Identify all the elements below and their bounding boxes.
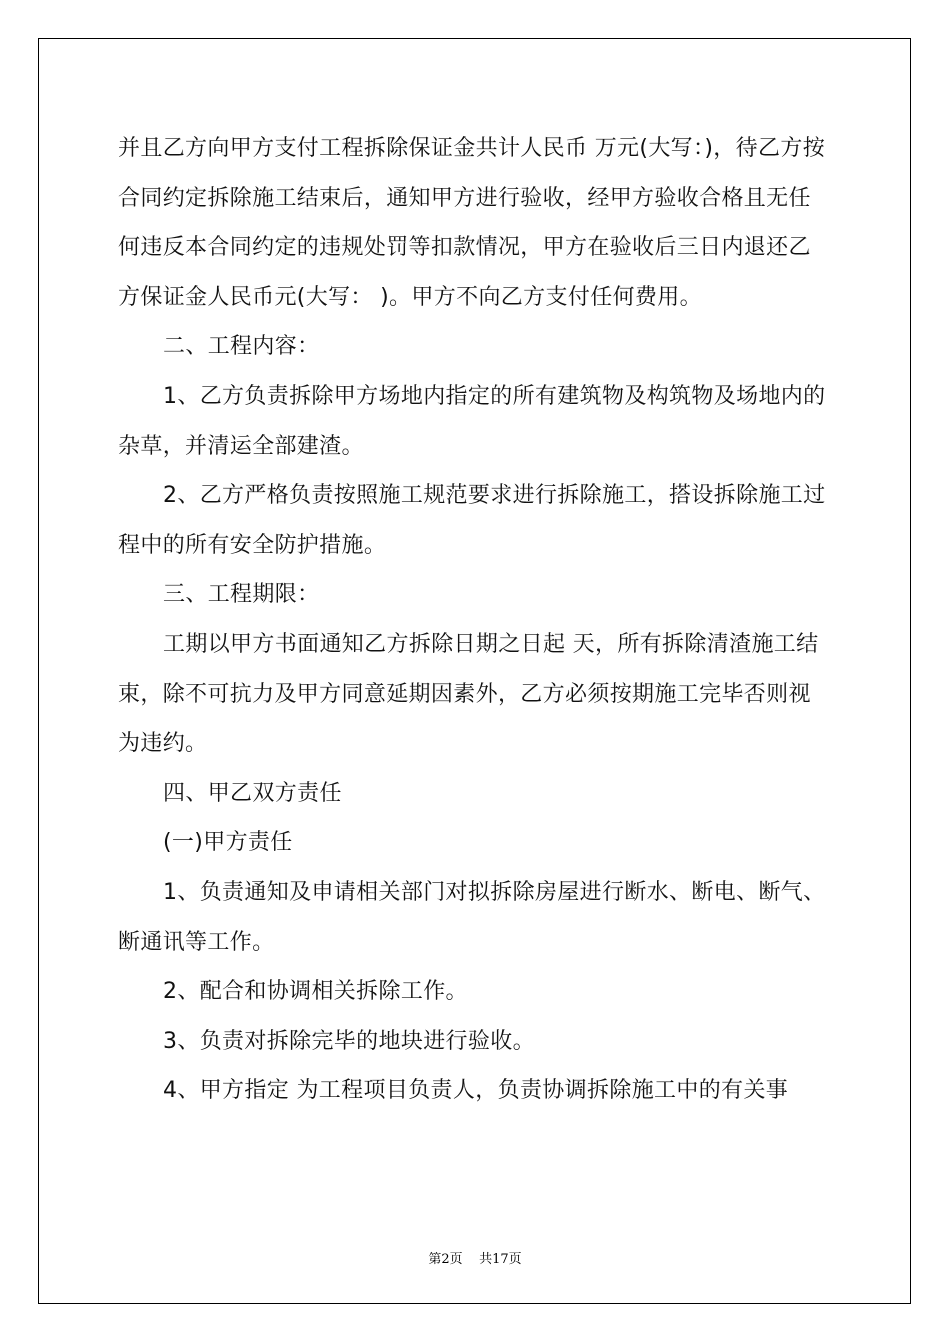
section-heading-responsibilities: 四、甲乙双方责任 — [163, 780, 342, 806]
paragraph-party-a-item-2: 2、配合和协调相关拆除工作。 — [163, 979, 468, 1005]
paragraph-deposit-terms: 并且乙方向甲方支付工程拆除保证金共计人民币 万元(大写：)，待乙方按合同约定拆除施工结束后，通知甲方进行验收，经甲方验收合格且无任何违反本合同约定的违规处罚等扣款情况，甲方在验收后三日内退还乙方保证金人民币元(大写： )。甲方不向乙方支付任何费用。 — [118, 136, 826, 310]
paragraph-period-terms: 工期以甲方书面通知乙方拆除日期之日起 天，所有拆除清渣施工结束，除不可抗力及甲方同意延期因素外，乙方必须按期施工完毕否则视为违约。 — [118, 631, 819, 757]
paragraph-content-item-2: 2、乙方严格负责按照施工规范要求进行拆除施工，搭设拆除施工过程中的所有安全防护措施。 — [118, 483, 826, 558]
paragraph-party-a-item-1: 1、负责通知及申请相关部门对拟拆除房屋进行断水、断电、断气、断通讯等工作。 — [118, 879, 826, 955]
paragraph-content-item-1: 1、乙方负责拆除甲方场地内指定的所有建筑物及构筑物及场地内的杂草，并清运全部建渣。 — [118, 383, 826, 459]
section-heading-project-content: 二、工程内容： — [163, 334, 320, 360]
paragraph-party-a-item-4: 4、甲方指定 为工程项目负责人，负责协调拆除施工中的有关事 — [163, 1078, 789, 1104]
page-number-footer: 第2页 共17页 — [428, 1252, 522, 1267]
section-heading-project-period: 三、工程期限： — [163, 582, 320, 608]
paragraph-party-a-item-3: 3、负责对拆除完毕的地块进行验收。 — [163, 1028, 535, 1054]
subheading-party-a-responsibilities: (一)甲方责任 — [163, 830, 293, 856]
document-body — [118, 124, 832, 1116]
